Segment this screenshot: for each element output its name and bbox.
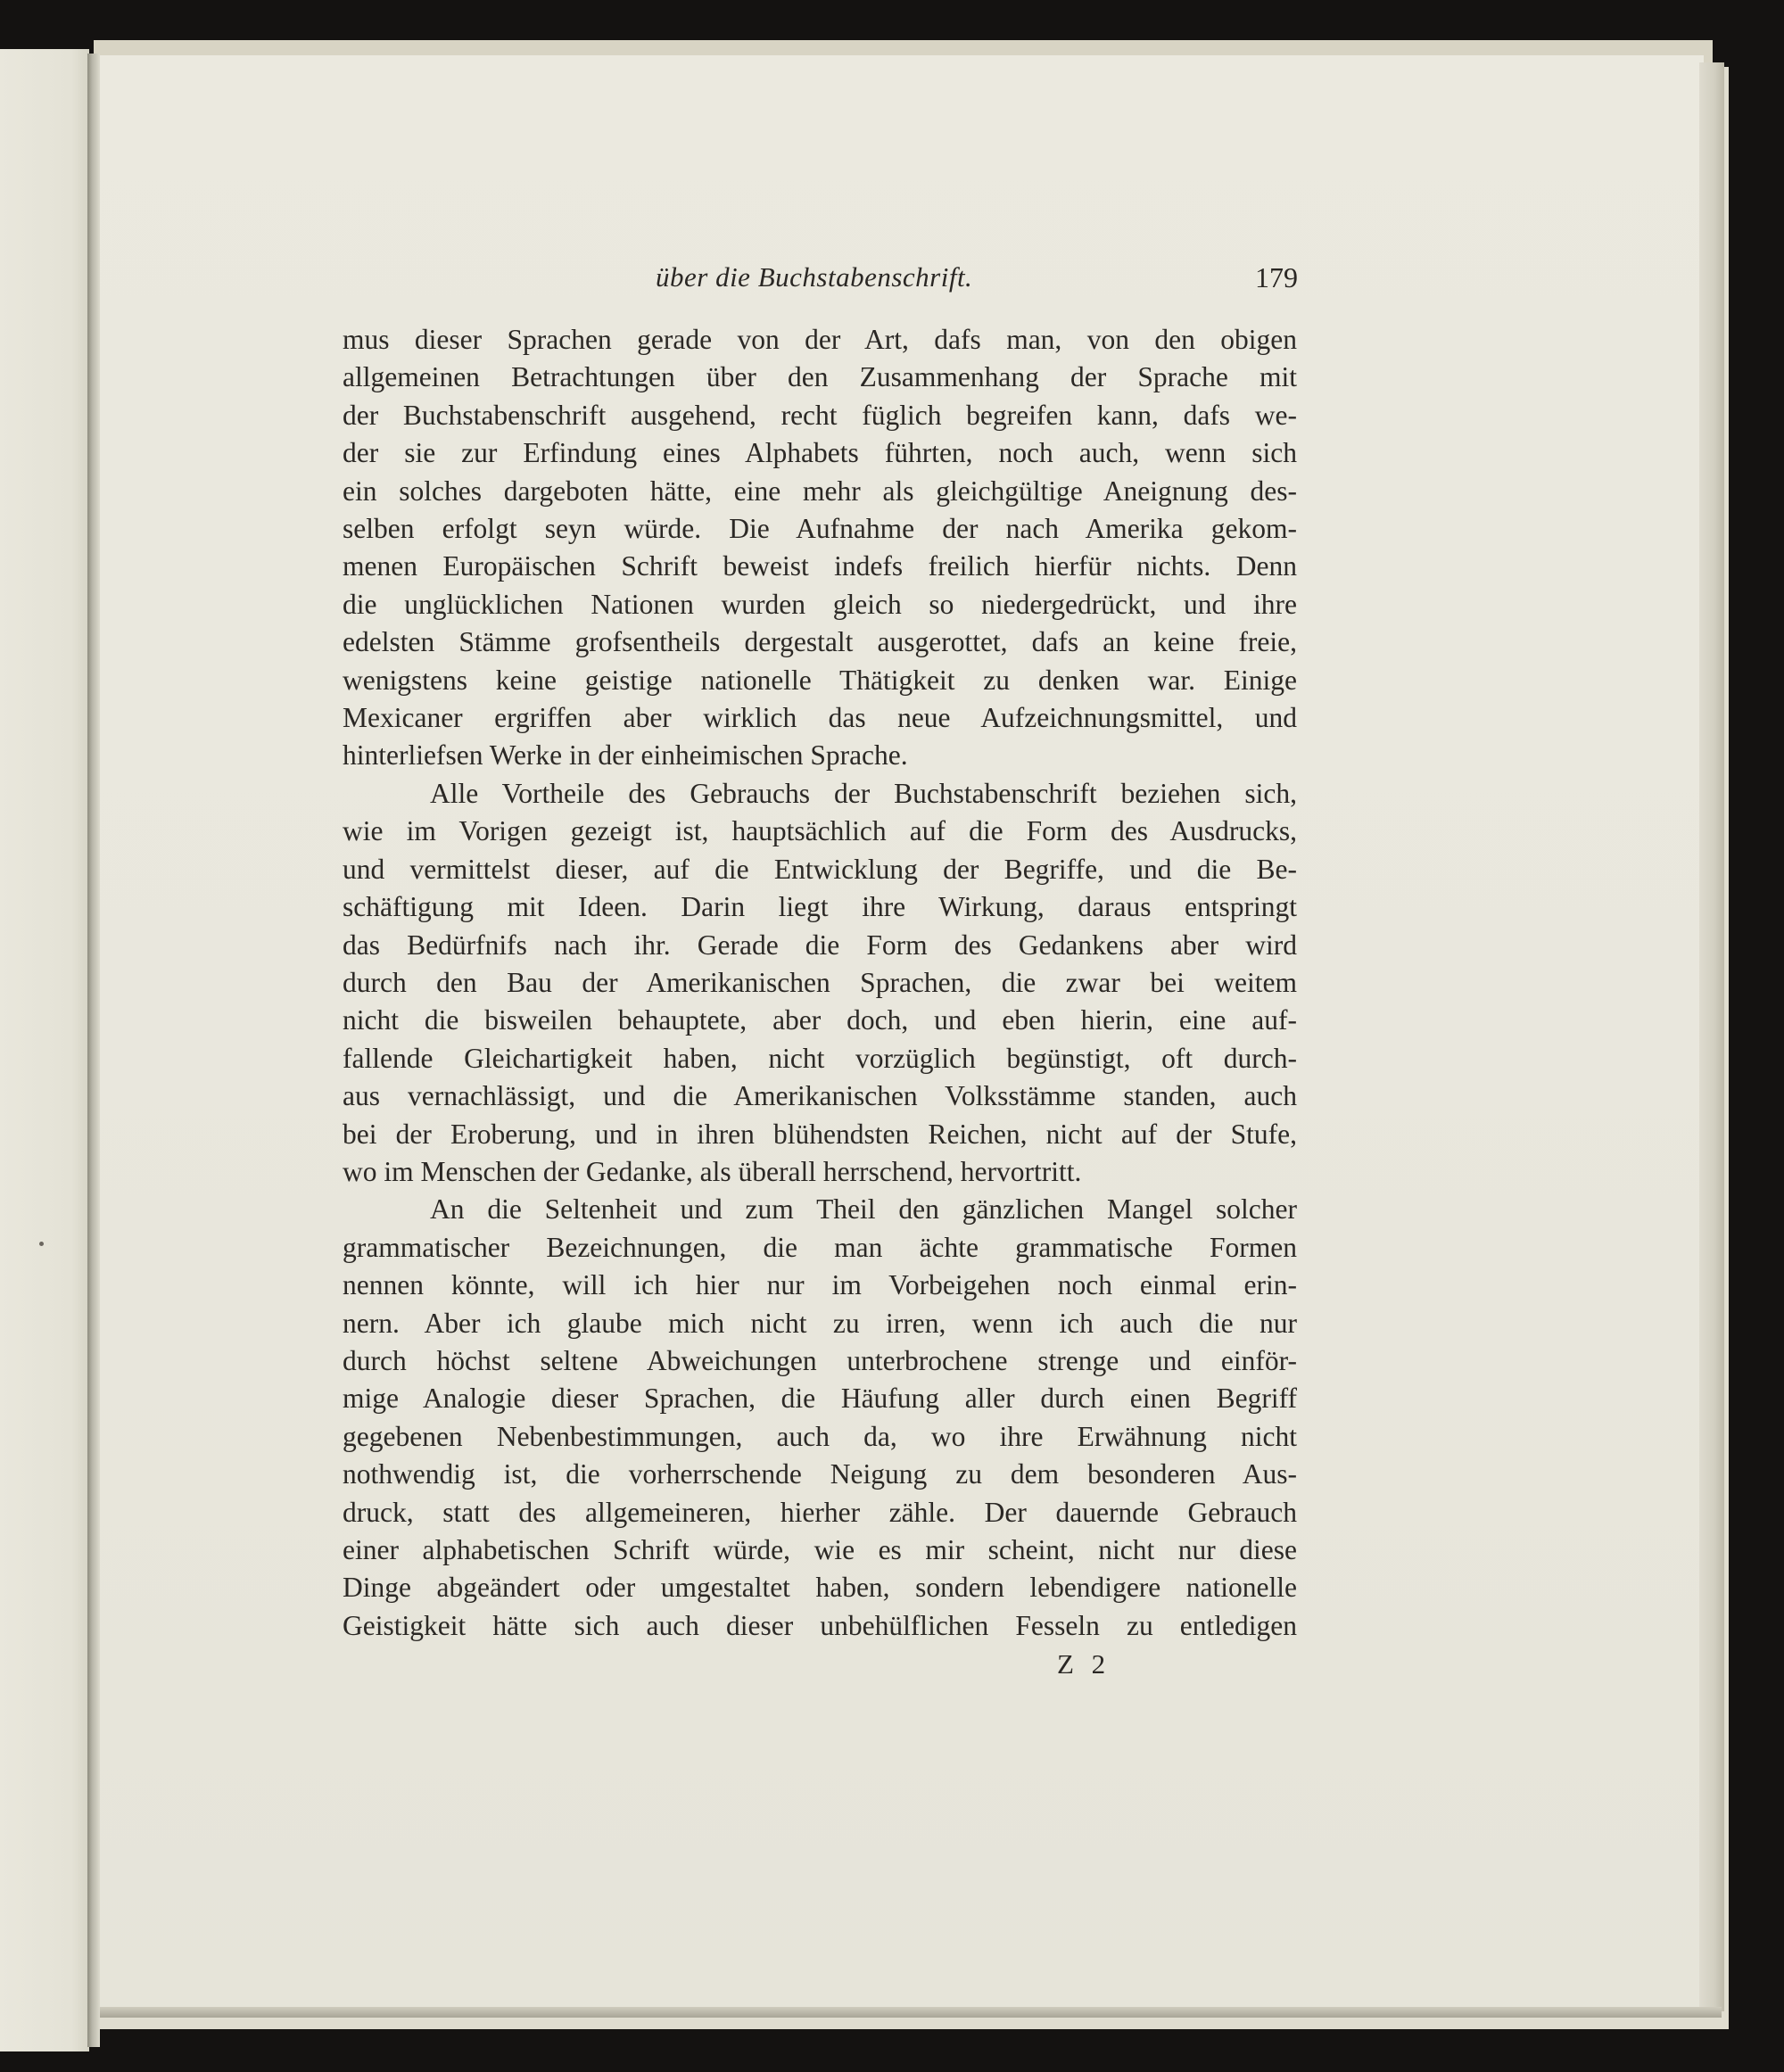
- text-line: menen Europäischen Schrift beweist indefs freilich hierfür nichts. Denn: [343, 550, 1297, 582]
- paper-speck: [39, 1242, 44, 1246]
- running-head: über die Buchstabenschrift.: [656, 261, 973, 293]
- text-line: mus dieser Sprachen gerade von der Art, dafs man, von den obigen: [343, 324, 1297, 355]
- text-line: die unglücklichen Nationen wurden gleich so niedergedrückt, und ihre: [343, 588, 1297, 620]
- text-line: der Buchstabenschrift ausgehend, recht füglich begreifen kann, dafs we-: [343, 399, 1297, 431]
- text-line: hinterliefsen Werke in der einheimischen Sprache.: [343, 739, 908, 772]
- text-line: nern. Aber ich glaube mich nicht zu irren, wenn ich auch die nur: [343, 1307, 1297, 1339]
- paragraph: [343, 1191, 1297, 1645]
- facing-page-edge: [0, 49, 89, 2051]
- text-line: nicht die bisweilen behauptete, aber doch, und eben hierin, eine auf-: [343, 1004, 1297, 1036]
- text-line: Mexicaner ergriffen aber wirklich das neue Aufzeichnungsmittel, und: [343, 702, 1297, 734]
- text-line: gegebenen Nebenbestimmungen, auch da, wo ihre Erwähnung nicht: [343, 1420, 1297, 1452]
- text-line: nothwendig ist, die vorherrschende Neigung zu dem besonderen Aus-: [343, 1458, 1297, 1490]
- paragraph: [343, 775, 1297, 1191]
- body-text: [343, 321, 1297, 1645]
- text-line: nennen könnte, will ich hier nur im Vorbeigehen noch einmal erin-: [343, 1269, 1297, 1301]
- text-line: wie im Vorigen gezeigt ist, hauptsächlich auf die Form des Ausdrucks,: [343, 815, 1297, 847]
- page-number: 179: [1255, 261, 1298, 293]
- text-line: aus vernachlässigt, und die Amerikanischen Volksstämme standen, auch: [343, 1080, 1297, 1112]
- text-line: Geistigkeit hätte sich auch dieser unbehülflichen Fesseln zu entledigen: [343, 1609, 1297, 1641]
- book-gutter: [87, 54, 100, 2047]
- text-line: edelsten Stämme grofsentheils dergestalt ausgerottet, dafs an keine freie,: [343, 626, 1297, 658]
- text-line: allgemeinen Betrachtungen über den Zusammenhang der Sprache mit: [343, 361, 1297, 393]
- text-line: durch höchst seltene Abweichungen unterbrochene strenge und einför-: [343, 1344, 1297, 1376]
- text-line: fallende Gleichartigkeit haben, nicht vorzüglich begünstigt, oft durch-: [343, 1042, 1297, 1074]
- text-line: der sie zur Erfindung eines Alphabets führten, noch auch, wenn sich: [343, 437, 1297, 469]
- text-line: Dinge abgeändert oder umgestaltet haben, sondern lebendigere nationelle: [343, 1572, 1297, 1604]
- text-line: selben erfolgt seyn würde. Die Aufnahme der nach Amerika gekom-: [343, 513, 1297, 545]
- text-line: wo im Menschen der Gedanke, als überall herrschend, hervortritt.: [343, 1155, 1082, 1187]
- page-bottom-edge: [98, 2007, 1722, 2018]
- text-line: mige Analogie dieser Sprachen, die Häufung aller durch einen Begriff: [343, 1383, 1297, 1415]
- text-line: ein solches dargeboten hätte, eine mehr als gleichgültige Aneignung des-: [343, 475, 1297, 507]
- text-line: und vermittelst dieser, auf die Entwicklung der Begriffe, und die Be-: [343, 853, 1297, 885]
- text-line: druck, statt des allgemeineren, hierher zähle. Der dauernde Gebrauch: [343, 1496, 1297, 1528]
- text-line: bei der Eroberung, und in ihren blühendsten Reichen, nicht auf der Stufe,: [343, 1118, 1297, 1150]
- paragraph: [343, 321, 1297, 775]
- printer-signature: Z 2: [1057, 1648, 1111, 1680]
- text-line: einer alphabetischen Schrift würde, wie es mir scheint, nicht nur diese: [343, 1534, 1297, 1565]
- text-line: An die Seltenheit und zum Theil den gänzlichen Mangel solcher: [430, 1193, 1297, 1226]
- text-line: Alle Vortheile des Gebrauchs der Buchstabenschrift beziehen sich,: [430, 777, 1297, 809]
- text-line: wenigstens keine geistige nationelle Thätigkeit zu denken war. Einige: [343, 664, 1297, 696]
- text-line: das Bedürfnifs nach ihr. Gerade die Form des Gedankens aber wird: [343, 929, 1297, 961]
- text-line: durch den Bau der Amerikanischen Sprachen, die zwar bei weitem: [343, 966, 1297, 998]
- page-edge-right: [1699, 62, 1724, 2011]
- text-line: grammatischer Bezeichnungen, die man ächte grammatische Formen: [343, 1231, 1297, 1263]
- text-line: schäftigung mit Ideen. Darin liegt ihre Wirkung, daraus entspringt: [343, 891, 1297, 923]
